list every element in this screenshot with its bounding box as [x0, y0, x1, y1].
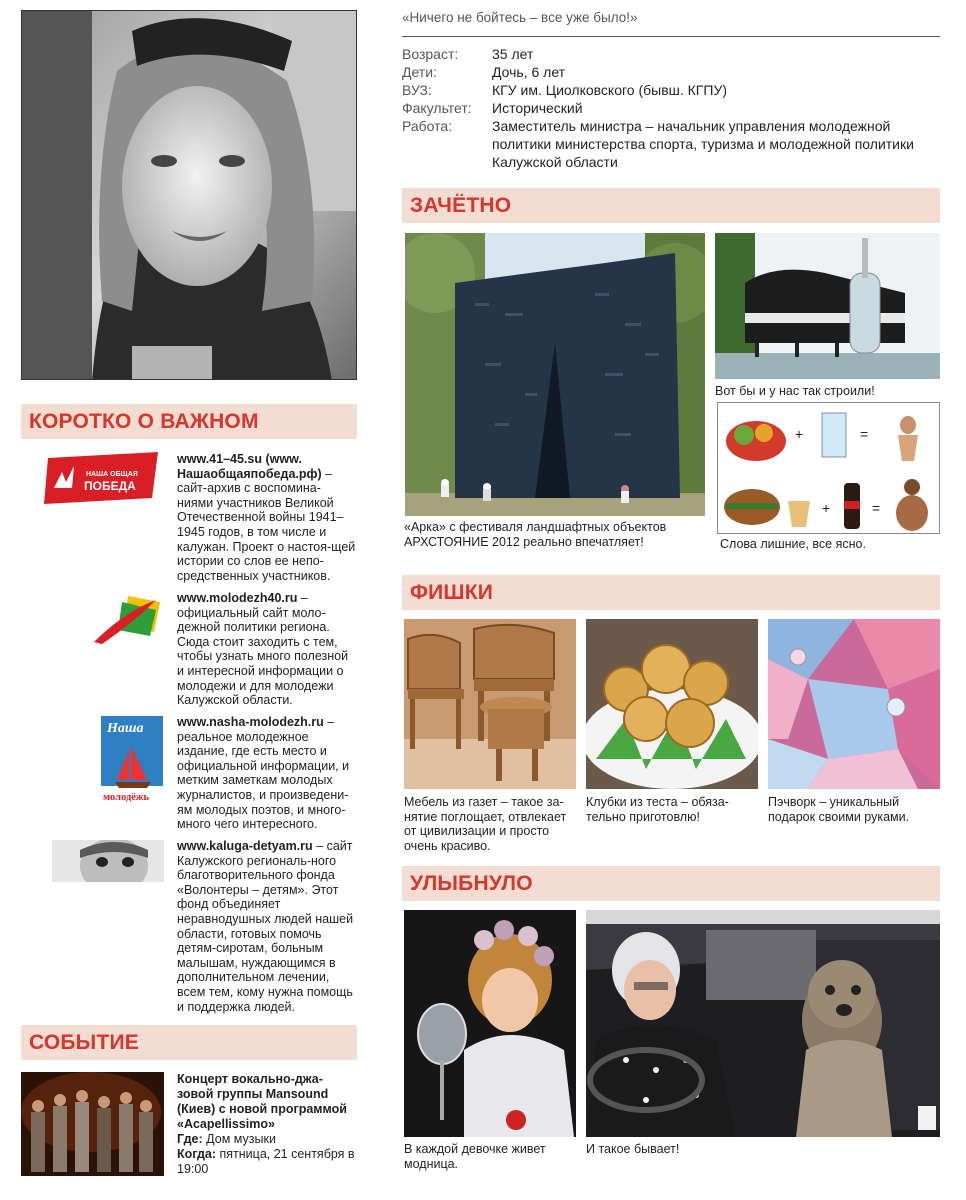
event-where-label: Где:: [177, 1132, 203, 1146]
caption-pechvork: Пэчворк – уникальный подарок своими руками.: [768, 795, 910, 824]
nasha-logo-bottom: молодёжь: [103, 792, 150, 803]
profile-value-children: Дочь, 6 лет: [492, 64, 566, 80]
caption-piano: Вот бы и у нас так строили!: [715, 384, 875, 398]
profile-key-faculty: Факультет:: [402, 100, 472, 116]
profile-value-faculty: Исторический: [492, 100, 583, 116]
event-when: пятница, 21 сентября в 19:00: [177, 1147, 355, 1176]
food-infographic: [717, 402, 940, 534]
link-item-kaluga-detyam: [177, 839, 357, 1014]
profile-key-work: Работа:: [402, 118, 453, 134]
link-description: – официальный сайт моло-дежной политики региона. Сюда стоит заходить с тем, чтобы узнать много полезной и интересной информации о молодежи и для молодежи Калужской области.: [177, 591, 349, 708]
arka-photo: [405, 233, 705, 516]
caption-mebel: Мебель из газет – такое за-нятие поглощает, отвлекает от цивилизации и просто очень красиво.: [404, 795, 567, 853]
link-url[interactable]: www.41–45.su (www. Нашаобщаяпобеда.рф): [177, 452, 322, 481]
profile-value-work: Заместитель министра – начальник управления молодежной политики министерства спорта, туризма и молодежной политики Калужской области: [492, 118, 914, 170]
event-photo: [21, 1072, 164, 1176]
section-header-ulybnulo: УЛЫБНУЛО: [402, 866, 940, 901]
link-item-nasha-molodezh: [177, 715, 357, 832]
link-url[interactable]: www.nasha-molodezh.ru: [177, 715, 324, 729]
molodezh40-logo: [94, 592, 162, 644]
profile-quote: «Ничего не бойтесь – все уже было!»: [402, 10, 638, 25]
link-item-41-45: [177, 452, 357, 583]
profile-key-university: ВУЗ:: [402, 82, 432, 98]
section-header-sobytie: СОБЫТИЕ: [21, 1025, 357, 1060]
svg-text:+: +: [822, 500, 831, 516]
section-header-zachetno: ЗАЧЁТНО: [402, 188, 940, 223]
event-title: Концерт вокально-джа-зовой группы Mansound (Киев) с новой программой «Acapellissimo»: [177, 1072, 347, 1131]
profile-value-age: 35 лет: [492, 46, 534, 62]
link-description: – сайт-архив с воспомина-ниями участников Великой Отечественной войны 1941–1945 годов, в том числе и калужан. Проект о настоя-щей истории со слов ее непо-средственных участников.: [177, 466, 356, 583]
pobeda-logo-big: ПОБЕДА: [84, 479, 136, 493]
caption-klubki: Клубки из теста – обяза-тельно приготовлю!: [586, 795, 729, 824]
portrait-photo: [21, 10, 357, 380]
wicker-furniture-photo: [404, 619, 576, 789]
section-header-korotko: КОРОТКО О ВАЖНОМ: [21, 404, 357, 439]
link-description: – реальное молодежное издание, где есть место и официальной информации, и метким заметкам молодых журналистов, и произведени-ям молодых поэтов, и много-много чего интересного.: [177, 715, 350, 832]
event-description: [177, 1072, 359, 1177]
pobeda-logo-small: НАША ОБЩАЯ: [86, 471, 138, 478]
section-header-fishki: ФИШКИ: [402, 575, 940, 610]
kaluga-detyam-photo: [52, 840, 164, 882]
event-where: Дом музыки: [202, 1132, 276, 1146]
caption-takoe: И такое бывает!: [586, 1142, 680, 1156]
event-when-label: Когда:: [177, 1147, 217, 1161]
link-item-molodezh40: [177, 591, 357, 708]
caption-food: Слова лишние, все ясно.: [720, 537, 866, 551]
car-dog-photo: [586, 910, 940, 1137]
nasha-molodezh-logo: [101, 716, 163, 804]
link-url[interactable]: www.kaluga-detyam.ru: [177, 839, 313, 853]
svg-text:=: =: [860, 426, 869, 442]
pobeda-logo: [40, 452, 164, 504]
piano-house-photo: [715, 233, 940, 379]
svg-text:+: +: [795, 426, 804, 442]
caption-devochka: В каждой девочке живет модница.: [404, 1142, 546, 1171]
link-url[interactable]: www.molodezh40.ru: [177, 591, 298, 605]
nasha-logo-top: Наша: [107, 721, 144, 736]
profile-value-university: КГУ им. Циолковского (бывш. КГПУ): [492, 82, 728, 98]
profile-key-age: Возраст:: [402, 46, 459, 62]
girl-mirror-photo: [404, 910, 576, 1137]
profile-key-children: Дети:: [402, 64, 437, 80]
dough-balls-photo: [586, 619, 758, 789]
quote-divider: [402, 36, 940, 37]
svg-text:=: =: [872, 500, 881, 516]
link-description: – сайт Калужского региональ-ного благотворительного фонда «Волонтеры – детям». Этот фонд объединяет неравнодушных людей нашей области, готовых помочь детям-сиротам, больным малышам, нуждающимся в дополнительном лечении, всем тем, кому нужна помощь и поддержка людей.: [177, 839, 354, 1014]
patchwork-photo: [768, 619, 940, 789]
caption-arka: «Арка» с фестиваля ландшафтных объектов АРХСТОЯНИЕ 2012 реально впечатляет!: [404, 520, 667, 549]
